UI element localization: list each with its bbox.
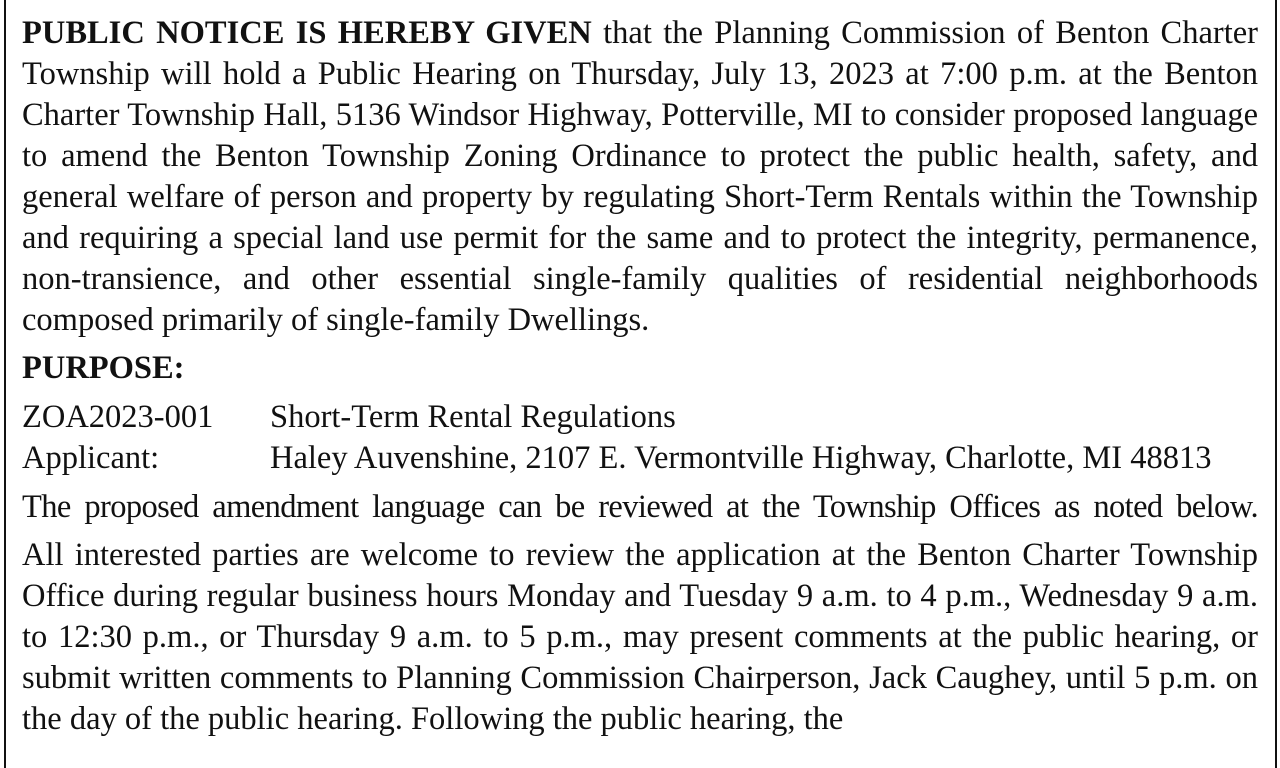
parties-paragraph: All interested parties are welcome to review the application at the Benton Charter Township Office during regular business hours Monday and Tuesday 9 a.m. to 4 p.m., Wednesday 9 a.m. to 12:30 p.m., or Thursday 9 a.m. to 5 p.m., may present comments at the public hearing, or submit written comments to Planning Commission Chairperson, Jack Caughey, until 5 p.m. on the day of the public hearing. Following the public hearing, the (22, 537, 1258, 737)
applicant-label: Applicant: (22, 440, 160, 476)
case-value: Short-Term Rental Regulations (270, 399, 676, 435)
review-paragraph: The proposed amendment language can be reviewed at the Township Offices as noted below. (22, 489, 1258, 525)
case-row (22, 397, 1258, 438)
left-border (4, 0, 6, 768)
case-label: ZOA2023-001 (22, 399, 214, 435)
applicant-row (22, 438, 1258, 479)
public-notice (22, 13, 1258, 740)
intro-paragraph (22, 13, 1258, 341)
purpose-heading: PURPOSE: (22, 350, 185, 386)
intro-text: that the Planning Commission of Benton Charter Township will hold a Public Hearing on Thursday, July 13, 2023 at 7:00 p.m. at the Benton Charter Township Hall, 5136 Windsor Highway, Potterville, MI to consider proposed language to amend the Benton Township Zoning Ordinance to protect the public health, safety, and general welfare of person and property by regulating Short-Term Rentals within the Township and requiring a special land use permit for the same and to protect the integrity, permanence, non-transience, and other essential single-family qualities of residential neighborhoods composed primarily of single-family Dwellings. (22, 15, 1258, 338)
applicant-value: Haley Auvenshine, 2107 E. Vermontville Highway, Charlotte, MI 48813 (270, 440, 1212, 476)
right-border (1275, 0, 1277, 768)
intro-bold-lead: PUBLIC NOTICE IS HEREBY GIVEN (22, 15, 592, 51)
